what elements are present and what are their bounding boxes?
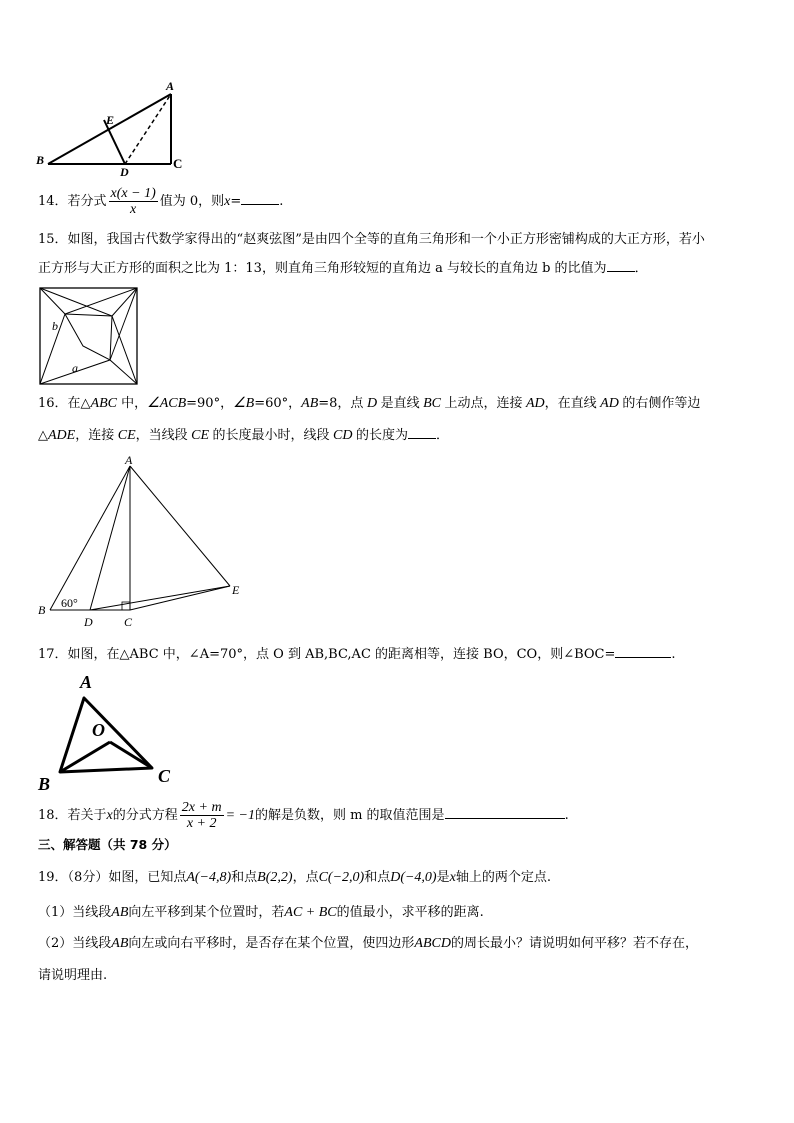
q14-eq: = [230,194,242,209]
q16-ad: AD [522,396,545,411]
fig16-label-b: B [38,603,46,617]
question-19-part-2-line-2: 请说明理由. [38,968,108,983]
q16-l2b: ，当线段 [135,428,188,443]
figure-triangle-ade [30,452,260,634]
figure-triangle-boc [36,670,180,794]
question-16-line-2 [38,426,449,446]
q18-answer-blank[interactable] [445,806,565,819]
q19-p2ab: AB [111,936,129,951]
question-16-line-1 [38,394,700,414]
q19-is: 是 [436,870,450,885]
q14-frac-denominator: x [130,202,137,217]
fig13-label-c: C [173,156,183,171]
q17-text: 17．如图，在△ABC 中，∠A=70°，点 O 到 AB,BC,AC 的距离相等，连接 BO，CO，则∠BOC= [38,647,616,662]
q19-and1: 和点 [231,870,258,885]
fig17-label-c: C [158,766,171,786]
q18-var: x [106,808,113,823]
question-18 [38,800,569,831]
q14-var: x [224,194,231,209]
q19-p1b: 向左平移到某个位置时，若 [128,905,285,920]
fig15-label-a: a [72,361,78,375]
figure-zhao-shuang-square [38,286,140,386]
q16-b-val: =60° [254,396,289,411]
fig13-label-b: B [36,153,45,167]
fig16-label-a: A [125,453,133,467]
q15-text: 正方形与大正方形的面积之比为 1：13，则直角三角形较短的直角边 a 与较长的直角边 b 的比值为 [38,261,607,276]
q16-end: 的右侧作等边 [622,396,701,411]
q19-intro: 19．（8分）如图，已知点 [38,870,187,885]
fig15-label-b: b [52,319,58,333]
q19-p2abcd: ABCD [414,936,451,951]
question-19-intro [38,868,551,888]
q14-end: . [279,194,284,209]
fig16-label-d: D [84,615,93,629]
q15-answer-blank[interactable] [607,259,635,272]
fig16-label-e: E [232,583,240,597]
q16-ab: AB [301,396,319,411]
q19-p2b: 向左或向右平移时，是否存在某个位置，使四边形 [128,936,415,951]
q16-l2d: 的长度为 [356,428,409,443]
q16-sep1: ， [220,396,234,411]
q19-p2a: （2）当线段 [38,936,112,951]
q17-answer-blank[interactable] [615,645,671,658]
q16-tri: △ [80,396,91,411]
q16-mid: 中， [117,396,148,411]
q16-ce2: CE [187,428,213,443]
q18-frac-denominator: x + 2 [186,816,217,831]
question-17 [38,645,676,665]
question-15-line-2 [38,259,648,279]
q18-rhs: = −1 [225,808,255,823]
fig13-label-d: D [120,165,129,178]
q19-sep: ，点 [292,870,319,885]
q16-acb-val: =90° [186,396,221,411]
q16-l2end: ． [436,428,450,443]
q16-cd: CD [329,428,356,443]
q16-tri2: △ [38,428,48,443]
q18-after: 的解是负数，则 m 的取值范围是 [254,808,445,823]
fig16-label-angle: 60° [61,596,78,610]
q16-sep2: ， [288,396,302,411]
q19-p1ab: AB [111,905,129,920]
q19-p1a: （1）当线段 [38,905,112,920]
q14-fraction [109,186,158,217]
q19-point-c: C(−2,0) [318,870,365,885]
q18-prefix: 18．若关于 [38,808,107,823]
q14-frac-numerator: x(x − 1) [110,186,156,201]
q14-answer-blank[interactable] [241,192,279,205]
q19-and2: 和点 [364,870,391,885]
q14-mid: 值为 0，则 [159,194,225,209]
q19-point-a: A(−4,8) [186,870,232,885]
q16-move: 上动点，连接 [444,396,523,411]
question-14 [38,186,283,217]
q16-bc: BC [419,396,445,411]
fig17-label-o: O [92,720,105,740]
q19-p2c: 的周长最小？请说明如何平移？若不存在， [450,936,698,951]
fig13-label-e: E [106,113,115,127]
question-15-line-1: 15．如图，我国古代数学家得出的“赵爽弦图”是由四个全等的直角三角形和一个小正方形密铺构成的大正方形，若小 [38,232,705,247]
q16-l2c: 的长度最小时，线段 [212,428,330,443]
section-3-title: 三、解答题（共 78 分） [38,837,177,852]
fig17-label-b: B [38,774,51,794]
fig13-label-a: A [166,79,175,93]
q16-is: 是直线 [380,396,420,411]
q16-ade: ADE [48,428,76,443]
figure-triangle-abc-fold [30,78,200,178]
q19-p1expr: AC + BC [284,905,337,920]
q16-l2a: ，连接 [75,428,115,443]
q17-end: . [671,647,676,662]
q16-ab-val: =8，点 [318,396,364,411]
q16-abc: ABC [90,396,117,411]
question-19-part-1 [38,903,484,923]
q19-axis: 轴上的两个定点. [455,870,551,885]
q16-pre: 16．在 [38,396,81,411]
q16-answer-blank[interactable] [408,426,436,439]
q14-prefix: 14．若分式 [38,194,107,209]
q18-mid: 的分式方程 [112,808,178,823]
q16-acb: ∠ACB [147,396,187,411]
q19-point-d: D(−4,0) [390,870,437,885]
q16-ce: CE [114,428,136,443]
q19-x: x [449,870,456,885]
q16-b: ∠B [233,396,255,411]
q19-p1c: 的值最小，求平移的距离. [336,905,484,920]
q15-end: ． [634,261,648,276]
q16-d: D [363,396,381,411]
question-19-part-2 [38,934,698,954]
q18-frac-numerator: 2x + m [181,800,222,815]
q16-in: ，在直线 [544,396,597,411]
q19-point-b: B(2,2) [257,870,293,885]
fig17-label-a: A [80,672,93,692]
q18-end: . [564,808,569,823]
fig16-label-c: C [124,615,133,629]
q16-ad2: AD [596,396,623,411]
q18-fraction [180,800,224,831]
